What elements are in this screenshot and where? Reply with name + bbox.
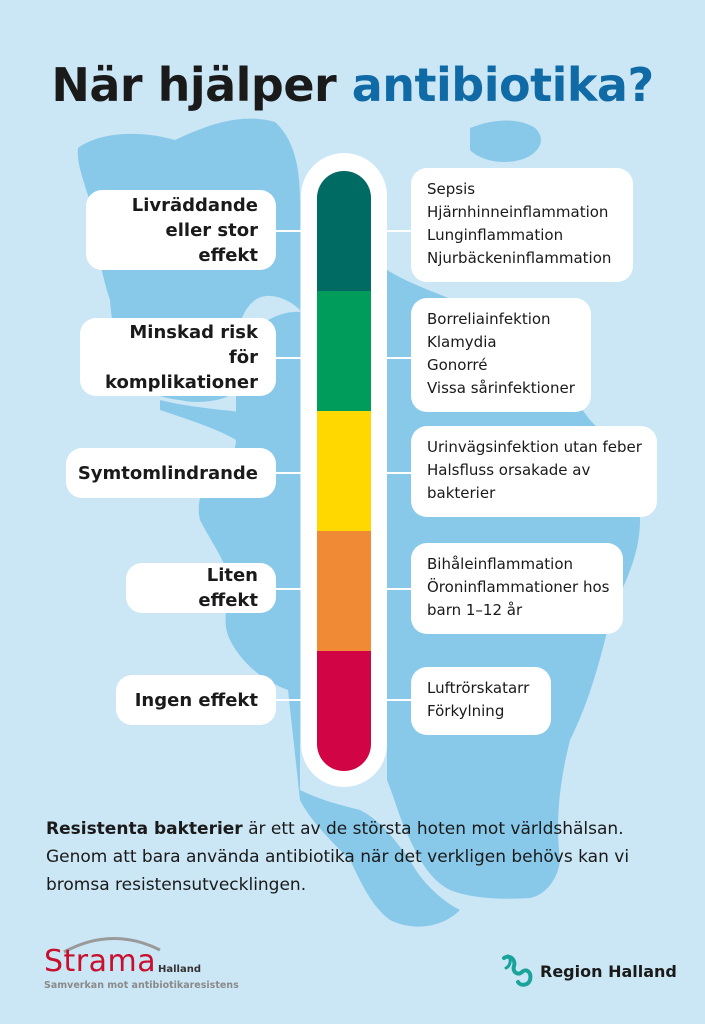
connector-left [275, 699, 305, 701]
footer-text [46, 815, 676, 899]
list-item: bakterier [427, 484, 496, 502]
level-examples-life-saving [411, 168, 633, 282]
list-item: Klamydia [427, 333, 497, 351]
footer-bold: Resistenta bakterier [46, 819, 243, 839]
level-seg-small-effect [317, 531, 371, 651]
strama-logo [42, 932, 272, 996]
region-halland-logo [500, 952, 680, 992]
connector-right [383, 230, 413, 232]
list-item: Borreliainfektion [427, 310, 551, 328]
title-part1: När hjälper [51, 58, 352, 112]
level-label-no-effect: Ingen effekt [116, 675, 276, 725]
level-examples-no-effect [411, 667, 551, 735]
level-seg-life-saving [317, 171, 371, 291]
list-item: Sepsis [427, 180, 476, 198]
region-halland-wordmark: Region Halland [540, 962, 677, 981]
list-item: Förkylning [427, 702, 505, 720]
connector-left [275, 472, 305, 474]
strama-tagline: Samverkan mot antibiotikaresistens [44, 980, 239, 991]
footer-rest: är ett av de största hoten mot världshälsan. Genom att bara använda antibiotika när det verkligen behövs kan vi bromsa resistensutvecklingen. [46, 819, 630, 895]
list-item: Öroninflammationer hos [427, 578, 610, 596]
list-item: Bihåleinflammation [427, 555, 574, 573]
list-item: Urinvägsinfektion utan feber [427, 438, 642, 456]
connector-right [383, 588, 413, 590]
list-item: Hjärnhinneinflammation [427, 203, 609, 221]
strama-region: Halland [158, 964, 201, 975]
connector-left [275, 588, 305, 590]
connector-right [383, 472, 413, 474]
strama-wordmark: Strama [44, 944, 157, 979]
level-label-life-saving: Livräddande eller stor effekt [86, 190, 276, 270]
connector-left [275, 230, 305, 232]
list-item: Halsfluss orsakade av [427, 461, 591, 479]
level-seg-reduced-risk [317, 291, 371, 411]
list-item: Vissa sårinfektioner [427, 379, 575, 397]
level-label-symptom-relief: Symtomlindrande [66, 448, 276, 498]
page-title [0, 58, 705, 112]
list-item: Njurbäckeninflammation [427, 249, 612, 267]
connector-right [383, 699, 413, 701]
list-item: barn 1–12 år [427, 601, 523, 619]
level-label-small-effect: Liten effekt [126, 563, 276, 613]
list-item: Lunginflammation [427, 226, 564, 244]
level-examples-symptom-relief [411, 426, 657, 517]
list-item: Gonorré [427, 356, 488, 374]
level-examples-small-effect [411, 543, 623, 634]
connector-left [275, 357, 305, 359]
level-seg-no-effect [317, 651, 371, 771]
connector-right [383, 357, 413, 359]
level-seg-symptom-relief [317, 411, 371, 531]
level-label-reduced-risk: Minskad risk för komplikationer [80, 318, 276, 396]
title-accent: antibiotika? [351, 58, 654, 112]
list-item: Luftrörskatarr [427, 679, 530, 697]
level-examples-reduced-risk [411, 298, 591, 412]
effect-scale-bar [317, 171, 371, 771]
region-halland-icon [500, 952, 536, 988]
